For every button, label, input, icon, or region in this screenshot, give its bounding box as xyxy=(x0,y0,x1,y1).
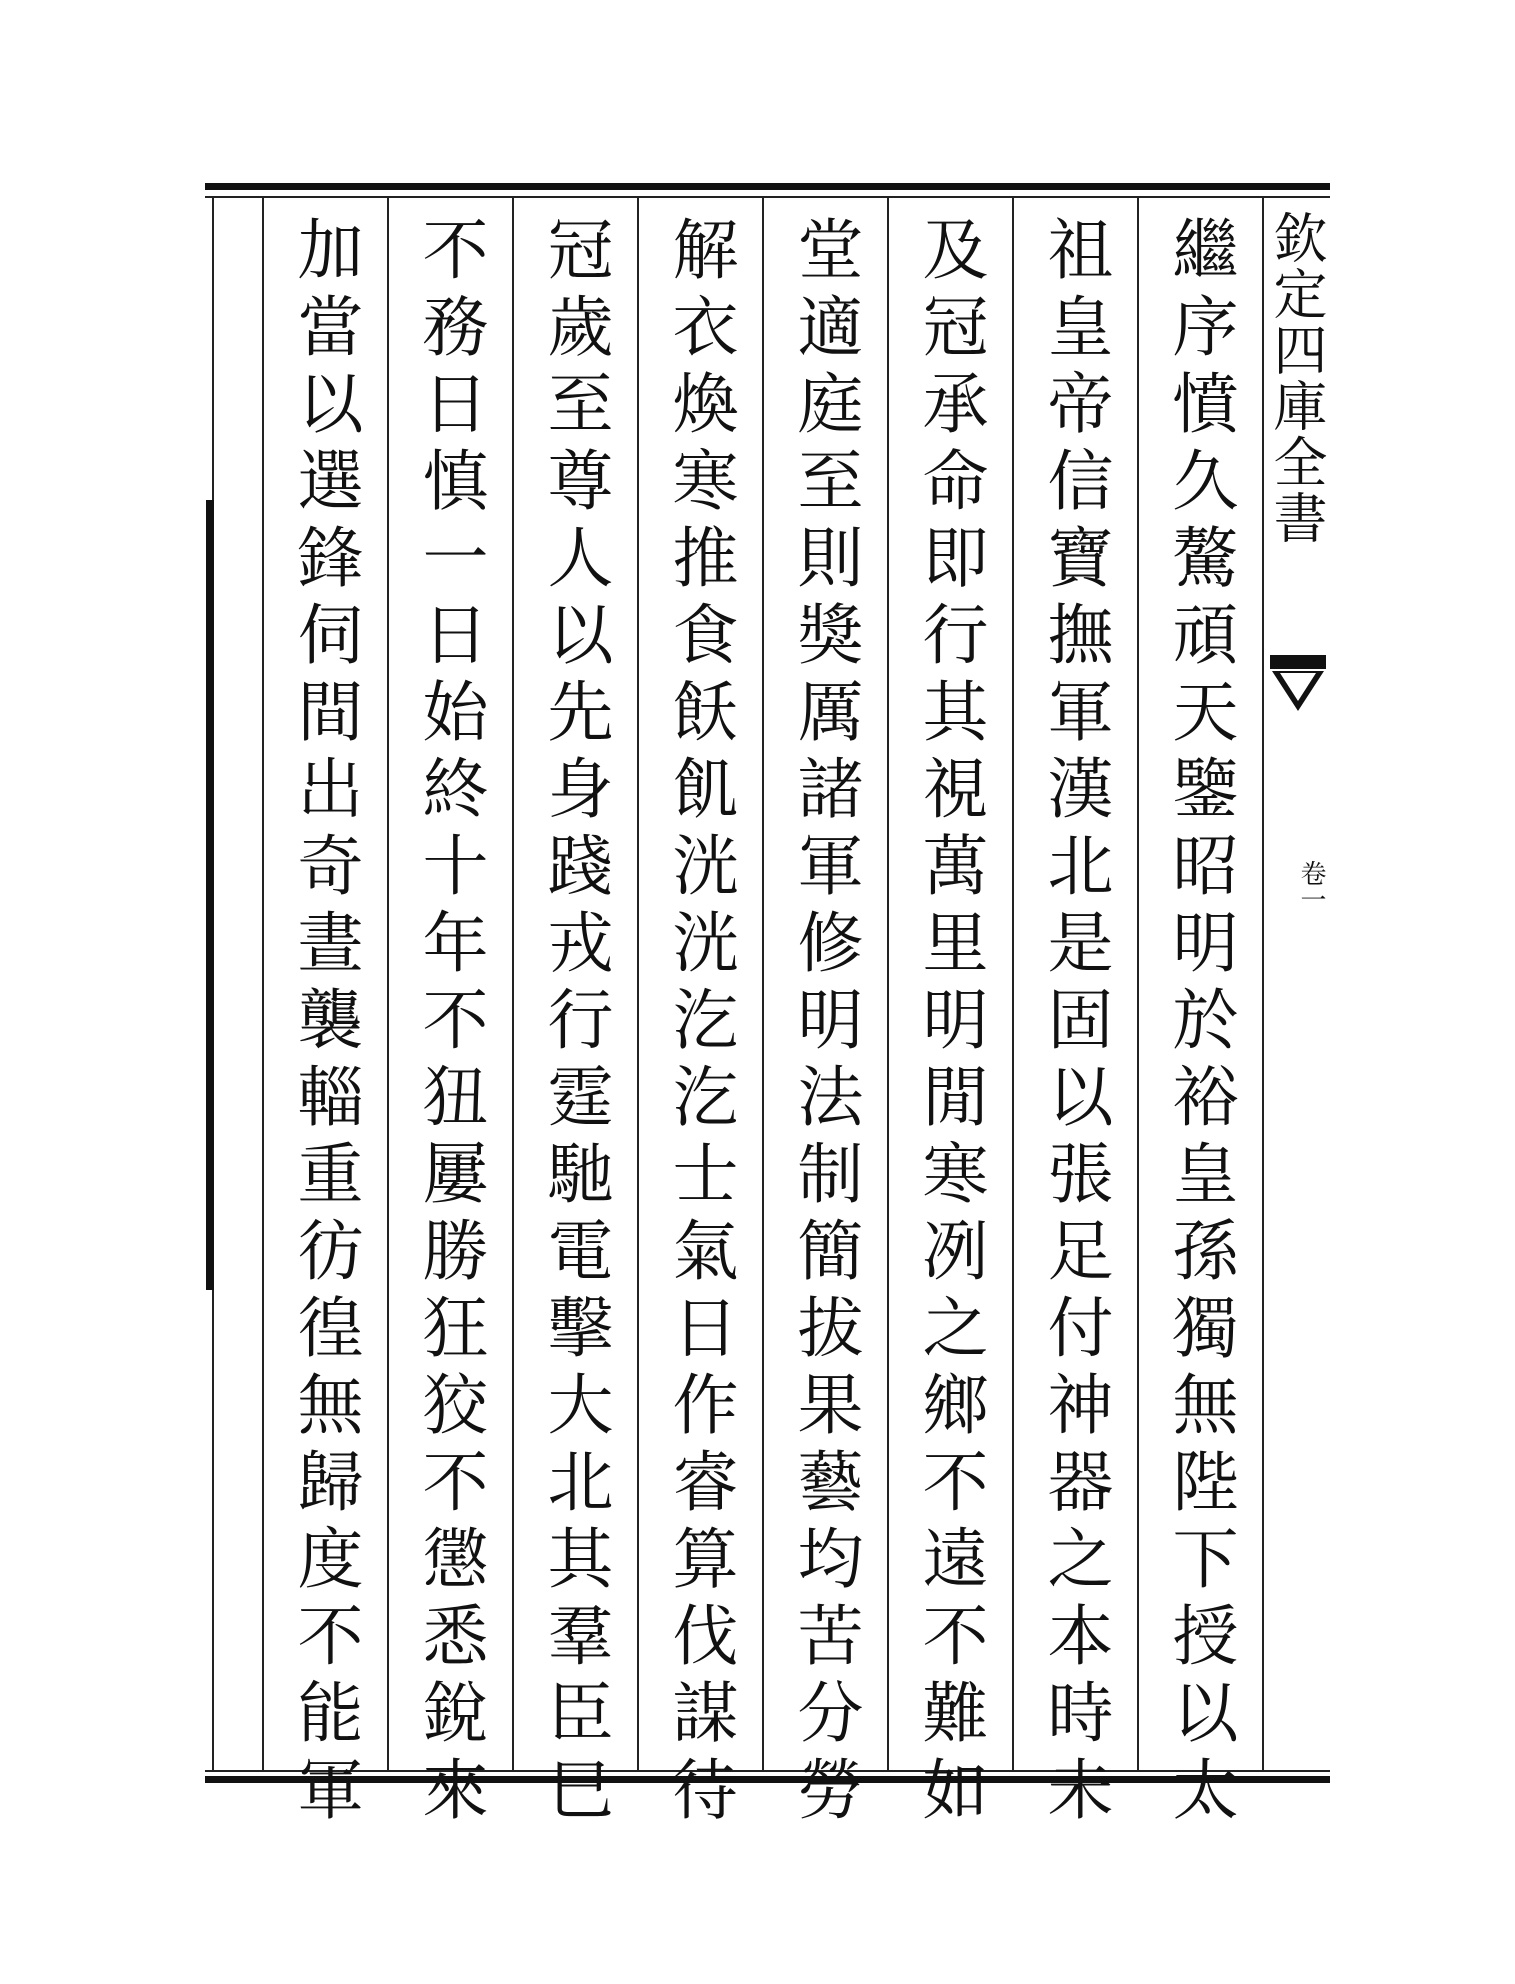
column-text-3: 及冠承命即行其視萬里明閒寒冽之鄉不遠不難如 xyxy=(911,215,988,1832)
block-heart-title: 欽定四庫全書 xyxy=(1265,210,1328,546)
column-text-2: 祖皇帝信寶撫軍漢北是固以張足付神器之本時未 xyxy=(1036,215,1113,1832)
column-text-7: 不務日慎一日始終十年不狃屢勝狂狡不懲悉銳來 xyxy=(411,215,488,1832)
left-border-bar xyxy=(206,500,214,1290)
column-text-5: 解衣煥寒推食飫飢洸洸汔汔士氣日作睿算伐謀待 xyxy=(661,215,738,1832)
column-text-4: 堂適庭至則獎厲諸軍修明法制簡拔果藝均苦分勞 xyxy=(786,215,863,1832)
column-text-8: 加當以選鋒伺間出奇晝襲輜重彷徨無歸度不能軍 xyxy=(286,215,363,1832)
column-text-1: 繼序憤久驁頑天鑒昭明於裕皇孫獨無陛下授以太 xyxy=(1161,215,1238,1832)
column-text-6: 冠歲至尊人以先身踐戎行霆馳電擊大北其羣臣巳 xyxy=(536,215,613,1832)
block-heart-volume: 卷一 xyxy=(1296,860,1326,912)
fishtail-mark xyxy=(1270,655,1326,715)
